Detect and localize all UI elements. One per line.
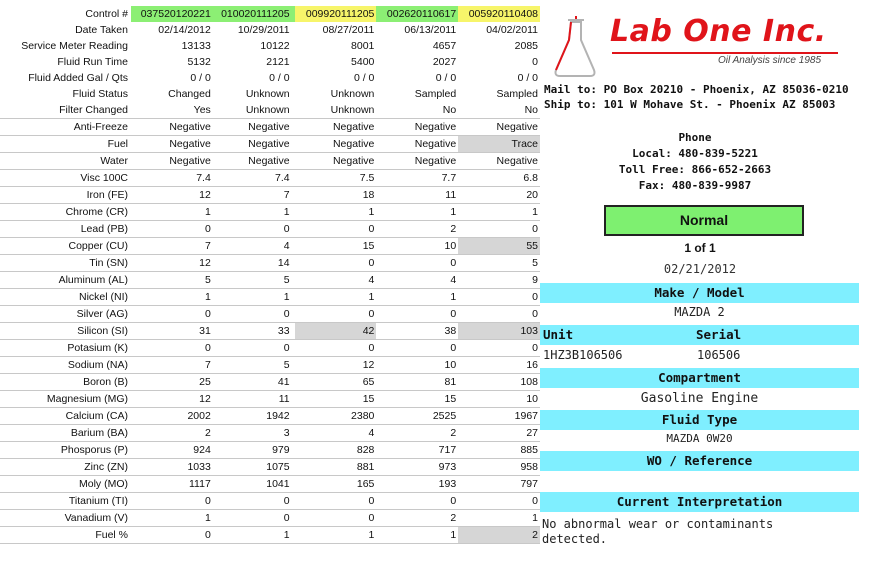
fluid-type-value: MAZDA 0W20 [666,432,733,445]
value-cell: 7.4 [131,170,213,187]
table-row [0,102,540,119]
value-cell: 0 [213,221,295,238]
value-cell: 0 [131,306,213,323]
compartment-value: Gasoline Engine [640,391,759,406]
table-row [0,136,540,153]
make-model-heading: Make / Model [540,283,859,303]
value-cell: 1 [376,527,458,544]
value-cell: 0 / 0 [435,72,457,84]
value-cell: 193 [376,476,458,493]
value-cell: 0 / 0 [353,72,375,84]
table-row [0,340,540,357]
value-cell: 1033 [131,459,213,476]
compartment-heading: Compartment [540,368,859,388]
value-cell: No [376,102,458,119]
flask-logo-icon [552,14,598,80]
value-cell: 0 [295,306,377,323]
table-row [0,204,540,221]
table-row [0,170,540,187]
value-cell: 10 [376,357,458,374]
value-cell: Unknown [213,102,295,119]
value-cell: 1 [295,289,377,306]
value-cell: 12 [131,255,213,272]
company-tagline: Oil Analysis since 1985 [718,55,822,66]
table-row [0,357,540,374]
local-phone: Local: 480-839-5221 [632,147,758,160]
control-number-cell: 005920110408 [458,6,540,22]
control-number-cell: 010020111205 [213,6,295,22]
value-cell: Unknown [295,102,377,119]
value-cell: 12 [131,391,213,408]
value-cell: Negative [458,153,540,170]
value-cell: 7 [131,357,213,374]
value-cell: 0 / 0 [190,72,211,84]
table-row [0,255,540,272]
value-cell: 0 [213,340,295,357]
value-cell: 6.8 [458,170,540,187]
value-cell: 12 [295,357,377,374]
value-cell: 1 [131,204,213,221]
value-cell: Negative [376,136,458,153]
value-cell: 7 [131,238,213,255]
value-cell: Yes [131,102,213,119]
table-row [0,86,540,102]
value-cell: Negative [376,119,458,136]
value-cell: 0 [213,510,295,527]
value-cell: 1117 [131,476,213,493]
row-label: Tin (SN) [0,255,131,272]
value-cell: 1 [458,204,540,221]
value-cell: 973 [376,459,458,476]
value-cell: Negative [376,153,458,170]
value-cell: 2085 [514,40,538,52]
value-cell: 797 [458,476,540,493]
value-cell: 14 [213,255,295,272]
report-date: 02/21/2012 [663,262,737,276]
value-cell: 11 [213,391,295,408]
value-cell: 0 [131,527,213,544]
value-cell: 10/29/2011 [237,24,290,36]
value-cell: 65 [295,374,377,391]
control-number-cell: 002620110617 [376,6,458,22]
row-label: Filter Changed [0,102,131,119]
value-cell: 0 [295,340,377,357]
value-cell: Negative [295,119,377,136]
value-cell: 06/13/2011 [404,24,457,36]
value-cell: 0 [213,306,295,323]
table-row [0,510,540,527]
value-cell: 0 [295,510,377,527]
row-label: Boron (B) [0,374,131,391]
row-label: Zinc (ZN) [0,459,131,476]
interpretation-line-2: detected. [542,532,608,546]
table-row [0,238,540,255]
row-label: Calcium (CA) [0,408,131,425]
value-cell: 0 [295,221,377,238]
row-label: Silver (AG) [0,306,131,323]
value-cell: 16 [458,357,540,374]
serial-value: 106506 [697,348,741,362]
value-cell: 15 [376,391,458,408]
row-label: Barium (BA) [0,425,131,442]
row-label: Water [0,153,131,170]
value-cell: 5132 [187,56,211,68]
value-cell: 12 [131,187,213,204]
row-label: Copper (CU) [0,238,131,255]
value-cell: Changed [168,88,211,100]
logo-underline [612,52,838,54]
value-cell: 7.4 [213,170,295,187]
value-cell: 7.7 [376,170,458,187]
value-cell: 9 [458,272,540,289]
value-cell: Trace [458,136,540,153]
value-cell: No [458,102,540,119]
value-cell: 885 [458,442,540,459]
value-cell: 1 [213,289,295,306]
table-row [0,459,540,476]
row-label: Potasium (K) [0,340,131,357]
control-number-cell: 009920111205 [295,6,377,22]
row-label: Visc 100C [0,170,131,187]
value-cell: Sampled [496,88,538,100]
value-cell: 7 [213,187,295,204]
value-cell: Unknown [330,88,375,100]
value-cell: 02/14/2012 [158,24,211,36]
value-cell: 5 [131,272,213,289]
value-cell: 0 [295,255,377,272]
row-label: Fuel % [0,527,131,544]
company-name: Lab One Inc. [610,14,827,49]
value-cell: 958 [458,459,540,476]
table-row [0,153,540,170]
fluid-type-heading: Fluid Type [540,410,859,430]
row-label: Anti-Freeze [0,119,131,136]
value-cell: 8001 [351,40,375,52]
value-cell: 1 [295,204,377,221]
value-cell: 2 [376,221,458,238]
row-label: Vanadium (V) [0,510,131,527]
table-row [0,119,540,136]
value-cell: 10 [458,391,540,408]
value-cell: Negative [295,136,377,153]
value-cell: 1 [376,204,458,221]
value-cell: 81 [376,374,458,391]
unit-heading: Unit [543,327,574,342]
row-label: Fuel [0,136,131,153]
value-cell: Negative [131,136,213,153]
value-cell: Negative [213,153,295,170]
value-cell: 103 [458,323,540,340]
serial-heading: Serial [696,327,742,342]
value-cell: 31 [131,323,213,340]
value-cell: Unknown [245,88,290,100]
wo-reference-heading: WO / Reference [540,451,859,471]
value-cell: 2380 [295,408,377,425]
table-row [0,476,540,493]
row-label: Fluid Added Gal / Qts [28,72,128,84]
value-cell: 38 [376,323,458,340]
value-cell: 0 [131,340,213,357]
value-cell: 5 [213,357,295,374]
value-cell: 10 [376,238,458,255]
ship-address: Ship to: 101 W Mohave St. - Phoenix AZ 85003 [544,98,836,111]
value-cell: 04/02/2011 [486,24,538,36]
value-cell: 33 [213,323,295,340]
table-row [0,6,540,22]
value-cell: 4657 [432,40,457,52]
value-cell: 2 [131,425,213,442]
value-cell: Sampled [414,88,457,100]
row-label: Silicon (SI) [0,323,131,340]
value-cell: 0 [376,306,458,323]
value-cell: 25 [131,374,213,391]
value-cell: 0 [532,56,538,68]
table-row [0,289,540,306]
table-row [0,272,540,289]
value-cell: 0 [376,493,458,510]
table-row [0,54,540,70]
value-cell: 3 [213,425,295,442]
interpretation-heading: Current Interpretation [540,492,859,512]
fax-number: Fax: 480-839-9987 [638,179,752,192]
value-cell: 5 [458,255,540,272]
value-cell: Negative [213,119,295,136]
value-cell: 0 / 0 [269,72,290,84]
row-label: Aluminum (AL) [0,272,131,289]
value-cell: 7.5 [295,170,377,187]
table-row [0,22,540,38]
value-cell: 2525 [376,408,458,425]
value-cell: 979 [213,442,295,459]
value-cell: 1 [376,289,458,306]
value-cell: 4 [213,238,295,255]
value-cell: 1 [131,289,213,306]
value-cell: 1075 [213,459,295,476]
value-cell: 20 [458,187,540,204]
row-label: Sodium (NA) [0,357,131,374]
value-cell: 10122 [260,40,290,52]
value-cell: 1 [295,527,377,544]
value-cell: 1 [213,527,295,544]
value-cell: Negative [131,153,213,170]
make-model-value: MAZDA 2 [674,305,725,319]
value-cell: 4 [376,272,458,289]
table-row [0,425,540,442]
value-cell: 2 [376,425,458,442]
table-row [0,38,540,54]
value-cell: Negative [295,153,377,170]
row-label: Moly (MO) [0,476,131,493]
table-row [0,442,540,459]
value-cell: 1 [213,204,295,221]
value-cell: 5 [213,272,295,289]
value-cell: 1 [458,510,540,527]
table-row [0,187,540,204]
row-label: Titanium (TI) [0,493,131,510]
row-label: Nickel (NI) [0,289,131,306]
value-cell: 4 [295,272,377,289]
value-cell: 108 [458,374,540,391]
row-label: Chrome (CR) [0,204,131,221]
table-row [0,221,540,238]
table-row [0,306,540,323]
row-label: Date Taken [75,24,128,36]
control-number-cell: 037520120221 [131,6,213,22]
value-cell: 2 [458,527,540,544]
value-cell: 41 [213,374,295,391]
table-row [0,70,540,86]
value-cell: 2027 [432,56,457,68]
value-cell: 0 [131,221,213,238]
value-cell: 2121 [266,56,290,68]
value-cell: 2 [376,510,458,527]
value-cell: 13133 [181,40,211,52]
value-cell: 42 [295,323,377,340]
table-row [0,323,540,340]
row-label: Fluid Run Time [57,56,128,68]
page-indicator: 1 of 1 [684,241,716,255]
phone-heading: Phone [678,131,712,144]
value-cell: 15 [295,391,377,408]
table-row [0,408,540,425]
value-cell: 4 [295,425,377,442]
value-cell: 0 [458,340,540,357]
value-cell: 0 [458,493,540,510]
table-row [0,527,540,544]
interpretation-line-1: No abnormal wear or contaminants [542,517,774,531]
value-cell: 828 [295,442,377,459]
value-cell: 1 [131,510,213,527]
tollfree-phone: Toll Free: 866-652-2663 [618,163,772,176]
row-label: Phosporus (P) [0,442,131,459]
value-cell: 5400 [351,56,375,68]
value-cell: 15 [295,238,377,255]
value-cell: 0 [458,289,540,306]
value-cell: 1967 [458,408,540,425]
value-cell: 55 [458,238,540,255]
value-cell: 0 [213,493,295,510]
value-cell: 11 [376,187,458,204]
value-cell: 0 [376,340,458,357]
value-cell: 1041 [213,476,295,493]
row-label: Service Meter Reading [21,40,128,52]
status-badge: Normal [604,205,804,236]
value-cell: 924 [131,442,213,459]
value-cell: 2002 [131,408,213,425]
row-label: Lead (PB) [0,221,131,238]
value-cell: 0 / 0 [517,72,538,84]
row-label: Magnesium (MG) [0,391,131,408]
value-cell: 27 [458,425,540,442]
mail-address: Mail to: PO Box 20210 - Phoenix, AZ 85036-0210 [544,83,849,96]
value-cell: 18 [295,187,377,204]
unit-serial-band [540,325,859,345]
unit-value: 1HZ3B106506 [543,348,623,362]
value-cell: 0 [458,221,540,238]
value-cell: Negative [213,136,295,153]
value-cell: 881 [295,459,377,476]
table-row [0,493,540,510]
value-cell: 1942 [213,408,295,425]
row-label: Fluid Status [72,88,128,100]
value-cell: Negative [458,119,540,136]
row-label: Iron (FE) [0,187,131,204]
value-cell: Negative [131,119,213,136]
value-cell: 08/27/2011 [322,24,375,36]
value-cell: 0 [376,255,458,272]
value-cell: 717 [376,442,458,459]
value-cell: 0 [458,306,540,323]
sample-history-table [0,6,540,544]
value-cell: 0 [131,493,213,510]
table-row [0,374,540,391]
value-cell: 165 [295,476,377,493]
table-row [0,391,540,408]
value-cell: 0 [295,493,377,510]
row-label: Control # [85,8,128,20]
